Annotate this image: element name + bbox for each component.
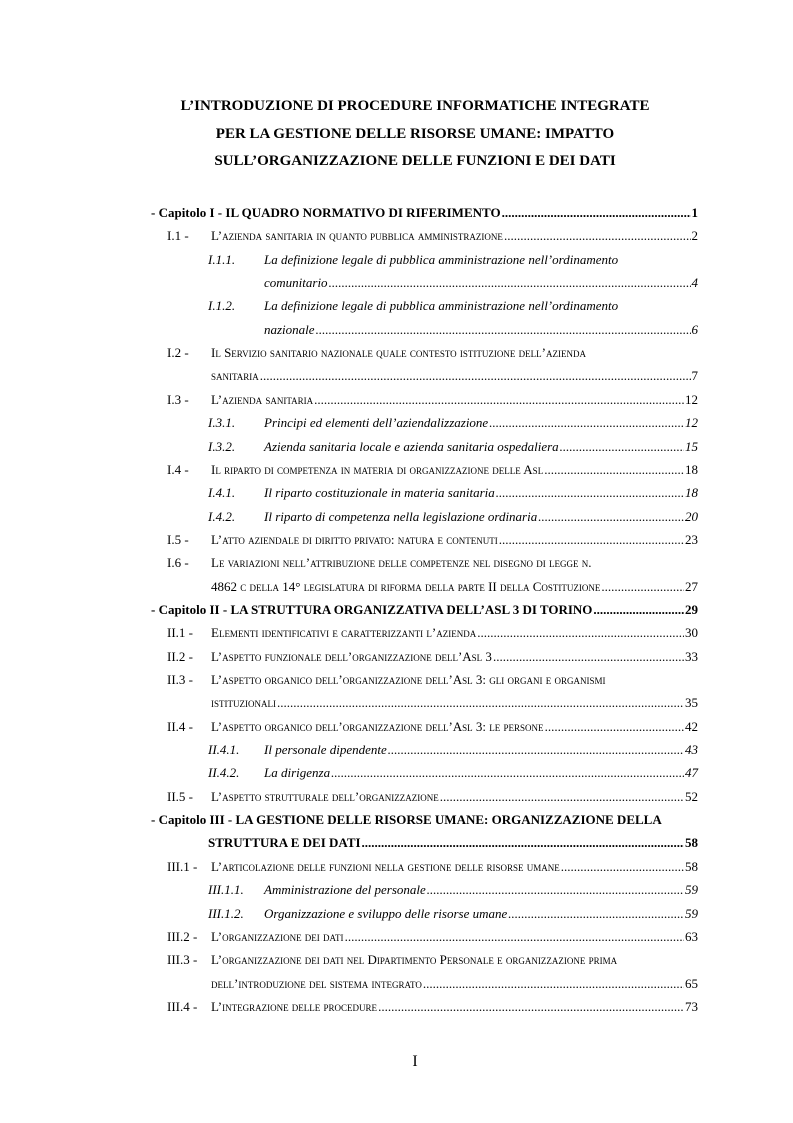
- toc-entry-page: 59: [685, 882, 698, 897]
- toc-leader-dots: [544, 462, 684, 478]
- toc-leader-dots: [561, 859, 684, 875]
- toc-leader-dots: [427, 882, 684, 898]
- toc-entry-page: 18: [685, 485, 698, 500]
- toc-entry-number: II.3 -: [167, 672, 193, 687]
- toc-entry: [167, 929, 698, 949]
- page-number: I: [412, 1053, 418, 1070]
- toc-entry: [208, 765, 698, 785]
- title-line-1: L’INTRODUZIONE DI PROCEDURE INFORMATICHE INTEGRATE: [180, 98, 650, 114]
- toc-leader-dots: [499, 532, 684, 548]
- toc-entry-page: 47: [685, 765, 698, 780]
- toc-entry-title: La definizione legale di pubblica amministrazione nell’ordinamento: [264, 252, 619, 267]
- toc-leader-dots: [314, 392, 684, 408]
- toc-entry-page: 59: [685, 906, 698, 921]
- toc-leader-dots: [538, 509, 684, 525]
- toc-entry-page: 20: [685, 509, 698, 524]
- toc-entry-number: III.4 -: [167, 999, 198, 1014]
- toc-entry-title: Le variazioni nell’attribuzione delle competenze nel disegno di legge n.: [211, 555, 592, 570]
- toc-entry: [208, 415, 698, 435]
- toc-leader-dots: [601, 579, 684, 595]
- toc-entry-title: - Capitolo I - IL QUADRO NORMATIVO DI RIFERIMENTO: [151, 205, 501, 220]
- toc-entry-number: III.1 -: [167, 859, 198, 874]
- toc-leader-dots: [440, 789, 684, 805]
- toc-leader-dots: [560, 439, 684, 455]
- toc-entry-title: comunitario: [264, 275, 328, 290]
- toc-leader-dots: [493, 649, 684, 665]
- toc-entry: [167, 532, 698, 552]
- toc-entry: [264, 322, 698, 342]
- toc-entry: [208, 509, 698, 529]
- toc-entry-number: I.3.1.: [208, 415, 236, 430]
- toc-entry-page: 15: [685, 439, 698, 454]
- toc-entry: [211, 368, 698, 388]
- toc-entry-page: 30: [685, 625, 698, 640]
- toc-entry-number: III.1.2.: [208, 906, 244, 921]
- toc-leader-dots: [316, 322, 691, 338]
- toc-entry-page: 42: [685, 719, 698, 734]
- toc-entry-number: I.4.1.: [208, 485, 236, 500]
- toc-entry-number: I.1 -: [167, 228, 189, 243]
- toc-entry-page: 43: [685, 742, 698, 757]
- title-line-3: SULL’ORGANIZZAZIONE DELLE FUNZIONI E DEI DATI: [214, 153, 616, 169]
- toc-entry-page: 27: [685, 579, 698, 594]
- toc-entry-title: Il Servizio sanitario nazionale quale contesto istituzione dell’azienda: [211, 345, 586, 360]
- toc-entry-title: Il riparto di competenza in materia di organizzazione delle Asl: [211, 462, 544, 477]
- toc-entry-title: L’articolazione delle funzioni nella gestione delle risorse umane: [211, 859, 560, 874]
- toc-entry-page: 18: [685, 462, 698, 477]
- toc-entry: [167, 952, 698, 972]
- toc-entry-title: L’atto aziendale di diritto privato: natura e contenuti: [211, 532, 498, 547]
- toc-entry: [264, 275, 698, 295]
- toc-entry-page: 65: [685, 976, 698, 991]
- toc-entry-page: 12: [685, 415, 698, 430]
- toc-leader-dots: [508, 906, 684, 922]
- toc-entry: [167, 999, 698, 1019]
- toc-entry: [211, 695, 698, 715]
- toc-leader-dots: [329, 275, 691, 291]
- toc-entry-number: II.4 -: [167, 719, 193, 734]
- toc-entry-number: I.3.2.: [208, 439, 236, 454]
- toc-entry-page: 23: [685, 532, 698, 547]
- toc-entry: [167, 719, 698, 739]
- toc-entry: [208, 835, 698, 855]
- toc-entry-title: L’organizzazione dei dati nel Dipartimento Personale e organizzazione prima: [211, 952, 618, 967]
- toc-entry-title: Organizzazione e sviluppo delle risorse umane: [264, 906, 508, 921]
- toc-leader-dots: [593, 602, 684, 618]
- toc-entry-page: 12: [685, 392, 698, 407]
- toc-entry-number: II.5 -: [167, 789, 193, 804]
- toc-entry-title: La definizione legale di pubblica amministrazione nell’ordinamento: [264, 298, 619, 313]
- toc-leader-dots: [378, 999, 684, 1015]
- toc-entry-title: L’azienda sanitaria: [211, 392, 314, 407]
- toc-leader-dots: [496, 485, 684, 501]
- toc-entry-number: III.2 -: [167, 929, 198, 944]
- toc-entry-number: I.1.1.: [208, 252, 236, 267]
- toc-entry-page: 4: [691, 275, 698, 290]
- toc-leader-dots: [345, 929, 684, 945]
- toc-entry-title: Amministrazione del personale: [264, 882, 426, 897]
- toc-entry: [208, 906, 698, 926]
- toc-entry: [167, 462, 698, 482]
- toc-entry-number: I.2 -: [167, 345, 189, 360]
- toc-entry-title: L’integrazione delle procedure: [211, 999, 378, 1014]
- toc-entry-number: I.1.2.: [208, 298, 236, 313]
- toc-entry: [167, 649, 698, 669]
- toc-entry: [167, 392, 698, 412]
- toc-entry: [208, 882, 698, 902]
- toc-entry-number: I.5 -: [167, 532, 189, 547]
- toc-leader-dots: [477, 625, 684, 641]
- title-line-2: PER LA GESTIONE DELLE RISORSE UMANE: IMPATTO: [215, 125, 615, 142]
- toc-entry: [208, 252, 698, 272]
- toc-entry-number: II.4.1.: [208, 742, 240, 757]
- toc-entry-title: istituzionali: [211, 695, 276, 710]
- toc-entry: [208, 485, 698, 505]
- toc-leader-dots: [545, 719, 684, 735]
- toc-leader-dots: [489, 415, 684, 431]
- toc-entry-title: dell’introduzione del sistema integrato: [211, 976, 422, 991]
- toc-entry-number: I.3 -: [167, 392, 189, 407]
- toc-entry: [167, 345, 698, 365]
- toc-entry: [208, 742, 698, 762]
- toc-entry-number: I.4.2.: [208, 509, 236, 524]
- toc-entry-number: I.6 -: [167, 555, 189, 570]
- toc-entry-title: Il riparto di competenza nella legislazione ordinaria: [264, 509, 538, 524]
- toc-entry-title: L’organizzazione dei dati: [211, 929, 344, 944]
- toc-entry: [167, 625, 698, 645]
- toc-leader-dots: [423, 976, 684, 992]
- toc-entry-title: 4862 c della 14° legislatura di riforma della parte II della Costituzione: [211, 579, 601, 594]
- toc-entry: [211, 579, 698, 599]
- toc-entry-number: I.4 -: [167, 462, 189, 477]
- toc-entry-title: Azienda sanitaria locale e azienda sanitaria ospedaliera: [264, 439, 559, 454]
- toc-leader-dots: [502, 205, 691, 221]
- toc-entry-title: L’aspetto organico dell’organizzazione dell’Asl 3: le persone: [211, 719, 544, 734]
- toc-leader-dots: [277, 695, 684, 711]
- toc-entry: [167, 672, 698, 692]
- toc-entry-title: L’aspetto funzionale dell’organizzazione dell’Asl 3: [211, 649, 492, 664]
- toc-entry-title: nazionale: [264, 322, 315, 337]
- toc-entry: [151, 602, 698, 622]
- toc-entry: [151, 812, 698, 832]
- toc-entry: [151, 205, 698, 225]
- toc-entry-title: Elementi identificativi e caratterizzanti l’azienda: [211, 625, 477, 640]
- toc-entry-number: III.3 -: [167, 952, 198, 967]
- toc-entry-page: 2: [691, 228, 698, 243]
- toc-entry-page: 35: [685, 695, 698, 710]
- toc-entry-page: 58: [685, 859, 698, 874]
- toc-leader-dots: [388, 742, 684, 758]
- toc-entry: [211, 976, 698, 996]
- toc-entry: [208, 298, 698, 318]
- toc-entry: [167, 555, 698, 575]
- toc-entry: [167, 228, 698, 248]
- toc-entry-title: Principi ed elementi dell’aziendalizzazione: [264, 415, 489, 430]
- toc-leader-dots: [504, 228, 691, 244]
- toc-entry-page: 73: [685, 999, 698, 1014]
- toc-entry-title: L’aspetto strutturale dell’organizzazione: [211, 789, 439, 804]
- toc-leader-dots: [362, 835, 684, 851]
- toc-entry-number: II.4.2.: [208, 765, 240, 780]
- toc-entry-page: 7: [691, 368, 698, 383]
- toc-entry-page: 63: [685, 929, 698, 944]
- toc-entry-number: II.2 -: [167, 649, 193, 664]
- toc-entry-title: sanitaria: [211, 368, 259, 383]
- toc-entry-page: 6: [691, 322, 698, 337]
- toc-entry-page: 58: [685, 835, 698, 850]
- toc-entry-number: II.1 -: [167, 625, 193, 640]
- toc-leader-dots: [260, 368, 691, 384]
- toc-entry-title: L’aspetto organico dell’organizzazione dell’Asl 3: gli organi e organismi: [211, 672, 606, 687]
- toc-entry-page: 29: [685, 602, 698, 617]
- toc-entry-number: III.1.1.: [208, 882, 244, 897]
- toc-entry: [208, 439, 698, 459]
- toc-entry-title: La dirigenza: [264, 765, 331, 780]
- toc-entry-title: STRUTTURA E DEI DATI: [208, 835, 361, 850]
- toc-entry-title: - Capitolo II - LA STRUTTURA ORGANIZZATIVA DELL’ASL 3 DI TORINO: [151, 602, 593, 617]
- toc-entry-title: - Capitolo III - LA GESTIONE DELLE RISORSE UMANE: ORGANIZZAZIONE DELLA: [151, 812, 662, 827]
- toc-leader-dots: [331, 765, 684, 781]
- toc-entry-title: Il riparto costituzionale in materia sanitaria: [264, 485, 495, 500]
- toc-entry-title: L’azienda sanitaria in quanto pubblica amministrazione: [211, 228, 503, 243]
- toc-entry: [167, 789, 698, 809]
- toc-entry-page: 1: [691, 205, 698, 220]
- toc-entry-page: 33: [685, 649, 698, 664]
- toc-entry: [167, 859, 698, 879]
- toc-entry-page: 52: [685, 789, 698, 804]
- toc-entry-title: Il personale dipendente: [264, 742, 387, 757]
